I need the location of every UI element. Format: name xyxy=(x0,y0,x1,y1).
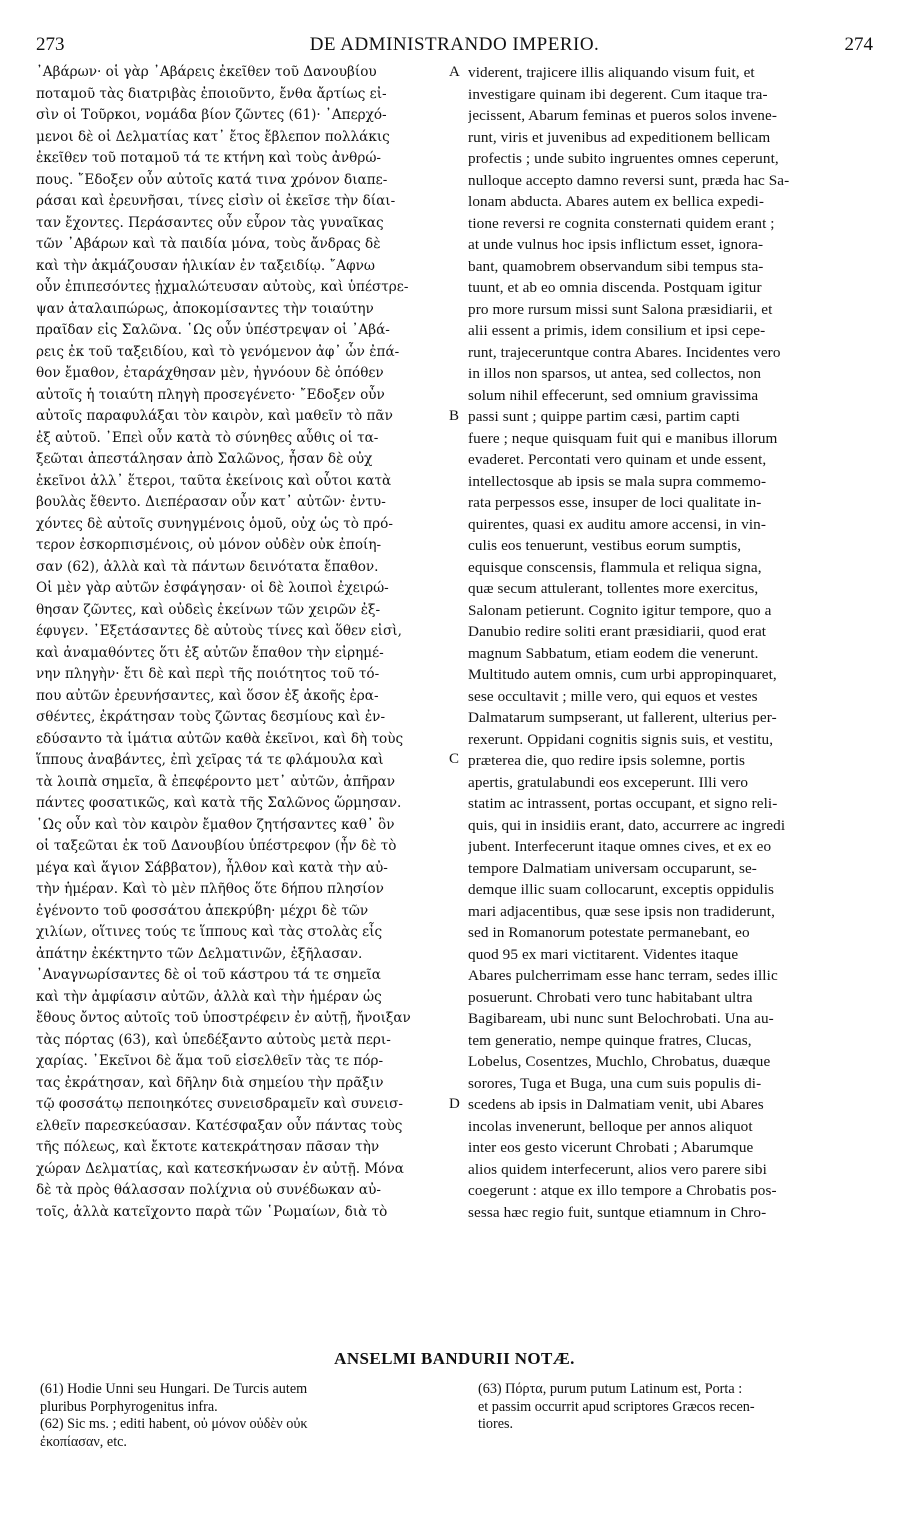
latin-text-line: tuunt, et ab eo omnia discenda. Postquam igitur xyxy=(468,279,762,296)
greek-text-line: τὰ λοιπὰ σημεῖα, ἃ ἐπεφέροντο μετ᾿ αὐτῶν, ἀπῆραν xyxy=(36,773,395,790)
notes-title: ANSELMI BANDURII NOTÆ. xyxy=(334,1349,575,1368)
margin-marker-a: A xyxy=(449,64,460,80)
greek-text-line: τὰς πόρτας (63), καὶ ὑπεδέξαντο αὐτοὺς μετὰ περι- xyxy=(36,1031,391,1048)
greek-text-line: σθέντες, ἐκράτησαν τοὺς ζῶντας δεσμίους καὶ ἐν- xyxy=(36,709,386,725)
greek-text-line: καὶ τὴν ἀκμάζουσαν ἡλικίαν ἐν ταξειδίῳ. ῎Αφνω xyxy=(36,257,375,274)
greek-text-line: χαρίας. ᾿Εκεῖνοι δὲ ἅμα τοῦ εἰσελθεῖν τὰς τε πόρ- xyxy=(36,1053,384,1069)
greek-text-line: ἵππους ἀναβάντες, ἐπὶ χεῖρας τά τε φλάμουλα καὶ xyxy=(36,752,384,768)
latin-text-line: equisque conscensis, flammula et reliqua signa, xyxy=(468,558,762,576)
footnote xyxy=(40,1381,450,1416)
latin-text-line: alii essent a primis, idem consilium et ipsi cepe- xyxy=(468,322,766,339)
footnote xyxy=(40,1416,450,1451)
greek-text-line: μέγα καὶ ἅγιον Σάββατον), ἦλθον καὶ κατὰ τὴν αὐ- xyxy=(36,859,388,876)
greek-text-line: Οἱ μὲν γὰρ αὐτῶν ἐσφάγησαν· οἱ δὲ λοιποὶ ἐχειρώ- xyxy=(36,580,389,596)
latin-text-line: pro more rursum missi sunt Salona præsidiarii, et xyxy=(468,300,773,318)
greek-text-line: δὲ τὰ πρὸς θάλασσαν πολίχνια οὐ συνέδωκαν αὐ- xyxy=(36,1182,381,1198)
latin-text-line: posuerunt. Chrobati vero tunc habitabant ultra xyxy=(468,988,753,1006)
latin-text-line: evaderet. Percontati vero quinam et unde essent, xyxy=(468,451,767,468)
latin-text-line: rata perpessos esse, insuper de loci qualitate in- xyxy=(468,494,762,511)
latin-text-line: Lobelus, Cosentzes, Muchlo, Chrobatus, duæque xyxy=(468,1053,771,1070)
greek-text-line: τας ἐκράτησαν, καὶ δῆλην διὰ σημείου τὴν πρᾶξιν xyxy=(36,1074,384,1091)
notes-left-column xyxy=(40,1381,450,1451)
greek-text-line: εδύσαντο τὰ ἱμάτια αὐτῶν καθὰ ἐκεῖνοι, καὶ δὴ τοὺς xyxy=(36,730,404,747)
latin-text-line: Salonam petierunt. Cognito igitur tempore, quo a xyxy=(468,601,772,619)
footnote-line: (62) Sic ms. ; editi habent, οὐ μόνον οὐδὲν οὐκ xyxy=(40,1416,308,1432)
greek-text-line: αὐτοῖς ἡ τοιαύτη πληγὴ προσεγένετο· ῎Εδοξεν οὖν xyxy=(36,386,385,403)
latin-text-line: tempore Dalmatiam universam occuparunt, se- xyxy=(468,859,757,877)
footnote xyxy=(478,1381,878,1434)
latin-text-line: præterea die, quo redire ipsis solemne, portis xyxy=(468,752,746,769)
footnote-line: ἐκοπίασαν, etc. xyxy=(40,1433,127,1450)
margin-marker-d: D xyxy=(449,1096,460,1112)
running-title: DE ADMINISTRANDO IMPERIO. xyxy=(309,34,600,55)
greek-text-column xyxy=(36,62,444,1223)
footnote-line: et passim occurrit apud scriptores Græcos recen- xyxy=(478,1398,755,1415)
greek-text-line: ἔθους ὄντος αὐτοῖς τοῦ ὑποστρέφειν ἐν αὐτῇ, ἤνοιξαν xyxy=(36,1010,411,1026)
latin-text-line: jecissent, Abarum feminas et pueros solos invene- xyxy=(468,107,777,124)
greek-text-line: ἐξ αὐτοῦ. ᾿Επεὶ οὖν κατὰ τὸ σύνηθες αὖθις οἱ τα- xyxy=(36,429,379,446)
latin-text-line: quod 95 ex mari victitarent. Videntes itaque xyxy=(468,945,739,963)
greek-text-line: ρεις ἐκ τοῦ ταξειδίου, καὶ τὸ γενόμενον ἀφ᾿ ὧν ἐπά- xyxy=(36,343,400,360)
margin-marker-b: B xyxy=(449,408,460,424)
greek-text-line: ᾿Αβάρων· οἱ γὰρ ᾿Αβάρεις ἐκεῖθεν τοῦ Δανουβίου xyxy=(36,64,377,80)
latin-text-line: alios quidem interfecerunt, alios vero parere sibi xyxy=(468,1160,767,1178)
greek-text-line: οἱ ταξεῶται ἐκ τοῦ Δανουβίου ὑπέστρεφον (ἦν δὲ τὸ xyxy=(36,838,397,854)
latin-text-line: tem generatio, nempe quinque fratres, Clucas, xyxy=(468,1031,752,1049)
greek-text-line: μενοι δὲ οἱ Δελματίας κατ᾿ ἔτος ἔβλεπον πολλάκις xyxy=(36,128,390,145)
latin-text-line: statim ac intrassent, portas occupant, et signo reli- xyxy=(468,795,778,812)
latin-text-line: Abares pulcherrimam esse hanc terram, sedes illic xyxy=(468,967,778,984)
greek-text-line: ταν ἔχοντες. Περάσαντες οὖν εὗρον τὰς γυναῖκας xyxy=(36,214,384,231)
latin-text-line: demque illic suam collocarunt, exceptis oppidulis xyxy=(468,881,775,898)
greek-text-line: πους. ῎Εδοξεν οὖν αὐτοῖς κατά τινα χρόνον διαπε- xyxy=(36,171,388,188)
greek-text-line: χόντες δὲ αὐτοῖς συνηγμένοις ὁμοῦ, οὐχ ὡς τὸ πρό- xyxy=(36,515,393,532)
greek-text-line: χιλίων, οἵτινες τούς τε ἵππους καὶ τὰς στολὰς εἶς xyxy=(36,924,383,940)
greek-text-line: πάντες φοσατικῶς, καὶ κατὰ τῆς Σαλῶνος ὥρμησαν. xyxy=(36,795,402,811)
greek-text-line: σὶν οἱ Τοῦρκοι, νομάδα βίον ζῶντες (61)· ᾿Απερχό- xyxy=(36,107,387,123)
greek-text-line: ελθεῖν παρεσκεύασαν. Κατέσφαξαν οὖν πάντας τοὺς xyxy=(36,1117,403,1134)
latin-text-line: coegerunt : atque ex illo tempore a Chrobatis pos- xyxy=(468,1182,777,1199)
page-number-right: 274 xyxy=(844,34,873,55)
greek-text-line: χώραν Δελματίας, καὶ κατεσκήνωσαν ἐν αὐτῇ. Μόνα xyxy=(36,1160,404,1177)
latin-text-line: intellectosque ab ipsis se mala supra commemo- xyxy=(468,472,767,490)
latin-text-line: solum nihil effecerunt, sed omnium gravissima xyxy=(468,386,759,404)
latin-text-line: runt, viris et juvenibus ad expeditionem bellicam xyxy=(468,128,771,146)
greek-text-line: ψαν ἀταλαιπώρως, ἀποκομίσαντες τὴν τοιαύτην xyxy=(36,300,374,317)
greek-text-line: τοῖς, ἀλλὰ κατεῖχοντο παρὰ τῶν ῾Ρωμαίων, διὰ τὸ xyxy=(36,1203,388,1220)
greek-text-line: ράσαι καὶ ἐρευνῆσαι, τίνες εἰσὶν οἱ ἐκεῖσε τὴν δίαι- xyxy=(36,193,396,209)
latin-text-line: apertis, gratulabundi eos exceperunt. Illi vero xyxy=(468,773,749,791)
latin-text-line: profectis ; unde subito ingruentes omnes ceperunt, xyxy=(468,150,779,167)
notes-right-column xyxy=(478,1381,878,1434)
greek-text-line: τὴν ἡμέραν. Καὶ τὸ μὲν πλῆθος ὅτε δήπου πλησίον xyxy=(36,881,384,897)
latin-text-line: lonam abducta. Abares autem ex bellica expedi- xyxy=(468,193,764,210)
greek-text-line: έφυγεν. ᾿Εξετάσαντες δὲ αὐτοὺς τίνες καὶ ὅθεν εἰσὶ, xyxy=(36,623,402,639)
margin-marker-c: C xyxy=(449,751,460,767)
latin-text-line: incolas invenerunt, belloque per annos aliquot xyxy=(468,1117,753,1135)
latin-text-line: rexerunt. Oppidani cognitis signis suis, et vestitu, xyxy=(468,730,774,748)
greek-text-line: θον ἔμαθον, ἐταράχθησαν μὲν, ἠγνόουν δὲ ὁπόθεν xyxy=(36,365,384,381)
latin-text-line: quæ secum attulerant, tollentes more exercitus, xyxy=(468,580,759,597)
latin-text-line: runt, trajeceruntque contra Abares. Incidentes vero xyxy=(468,343,781,361)
latin-text-line: inter eos gesto vicerunt Chrobati ; Abarumque xyxy=(468,1139,754,1156)
greek-text-line: ξεῶται ἀπεστάλησαν ἀπὸ Σαλῶνος, ἦσαν δὲ οὐχ xyxy=(36,451,373,467)
latin-text-line: quis, qui in insidiis erant, dato, accurrere ac ingredi xyxy=(468,816,786,834)
greek-text-line: οὖν ἐπιπεσόντες ᾐχμαλώτευσαν αὐτοὺς, καὶ ὑπέστρε- xyxy=(36,279,409,295)
greek-text-line: ἐκεῖθεν τοῦ ποταμοῦ τά τε κτήνη καὶ τοὺς ἀνθρώ- xyxy=(36,150,382,166)
latin-text-line: jubent. Interfecerunt itaque omnes cives, et ex eo xyxy=(468,838,772,855)
greek-text-line: τῷ φοσσάτῳ πεποιηκότες συνεισδραμεῖν καὶ συνεισ- xyxy=(36,1096,404,1112)
latin-text-line: nulloque accepto damno reversi sunt, præda hac Sa- xyxy=(468,171,790,189)
greek-text-line: σαν (62), ἀλλὰ καὶ τὰ πάντων δεινότατα ἔπαθον. xyxy=(36,558,379,575)
greek-text-line: τῆς πόλεως, καὶ ἔκτοτε κατεκράτησαν πᾶσαν τὴν xyxy=(36,1139,380,1155)
latin-text-line: sed in Romanorum potestate permanebant, eo xyxy=(468,924,750,941)
greek-text-line: ἐγένοντο τοῦ φοσσάτου ἀπεκρύβη· μέχρι δὲ τῶν xyxy=(36,902,369,919)
greek-text-line: καὶ ἀναμαθόντες ὅτι ἐξ αὐτῶν ἔπαθον τὴν εἰρημέ- xyxy=(36,644,384,661)
greek-text-line: τερον ἐσκορπισμένοις, οὐ μόνον οὐδὲν οὐκ ἐποίη- xyxy=(36,537,382,553)
latin-text-line: sorores, Tuga et Buga, una cum suis populis di- xyxy=(468,1074,762,1092)
latin-text-line: sessa hæc regio fuit, suntque etiamnum in Chro- xyxy=(468,1203,767,1221)
latin-text-line: culis eos tenuerunt, vestibus eorum sumptis, xyxy=(468,537,742,554)
latin-text-line: bant, quamobrem observandum sibi tempus sta- xyxy=(468,257,764,275)
page-number-left: 273 xyxy=(36,34,65,55)
latin-text-line: in illos non sparsos, ut antea, sed collectos, non xyxy=(468,365,762,382)
greek-text-line: ἀπάτην ἐκέκτηντο τῶν Δελματινῶν, ἐξῆλασαν. xyxy=(36,945,363,962)
latin-text-column xyxy=(468,62,876,1223)
latin-text-line: at unde vulnus hoc ipsis inflictum esset, ignora- xyxy=(468,236,764,253)
footnote-line: (63) Πόρτα, purum putum Latinum est, Porta : xyxy=(478,1381,743,1397)
greek-text-line: που αὐτῶν ἐρευνήσαντες, καὶ ὅσον ἐξ ἀκοῆς ἐρα- xyxy=(36,687,379,704)
latin-text-line: investigare quinam ibi degerent. Cum itaque tra- xyxy=(468,85,768,103)
latin-text-line: Bagibaream, ubi nunc sunt Belochrobati. Una au- xyxy=(468,1010,774,1027)
latin-text-line: Multitudo autem omnis, cum urbi appropinquaret, xyxy=(468,666,777,683)
greek-text-line: καὶ τὴν ἀμφίασιν αὐτῶν, ἀλλὰ καὶ τὴν ἡμέραν ὡς xyxy=(36,988,382,1005)
greek-text-line: ἐκεῖνοι ἀλλ᾿ ἕτεροι, ταῦτα ἐκείνοις καὶ οὗτοι κατὰ xyxy=(36,472,392,489)
latin-text-line: Danubio redire soliti erant præsidiarii, quod erat xyxy=(468,623,767,640)
greek-text-line: πραῖδαν εἰς Σαλῶνα. ῾Ως οὖν ὑπέστρεψαν οἱ ᾿Αβά- xyxy=(36,322,390,338)
greek-text-line: νην πληγὴν· ἔτι δὲ καὶ περὶ τῆς ποιότητος τοῦ τό- xyxy=(36,666,380,682)
footnote-line: pluribus Porphyrogenitus infra. xyxy=(40,1398,218,1415)
greek-text-line: τῶν ᾿Αβάρων καὶ τὰ παιδία μόνα, τοὺς ἄνδρας δὲ xyxy=(36,236,381,252)
greek-text-line: βουλὰς ἔθεντο. Διεπέρασαν οὖν κατ᾿ αὐτῶν· ἐντυ- xyxy=(36,494,386,510)
greek-text-line: ᾿Αναγνωρίσαντες δὲ οἱ τοῦ κάστρου τά τε σημεῖα xyxy=(36,967,381,983)
latin-text-line: scedens ab ipsis in Dalmatiam venit, ubi Abares xyxy=(468,1096,764,1113)
greek-text-line: ποταμοῦ τὰς διατριβὰς ἐποιοῦντο, ἔνθα ἄρτίως εἰ- xyxy=(36,85,387,102)
greek-text-line: αὐτοῖς παραφυλάξαι τὸν καιρὸν, καὶ μαθεῖν τὸ πᾶν xyxy=(36,408,393,424)
footnote-line: tiores. xyxy=(478,1416,514,1432)
latin-text-line: Dalmatarum sumpserant, ut fallerent, ulterius per- xyxy=(468,709,777,726)
latin-text-line: magnum Sabbatum, etiam eodem die venerunt. xyxy=(468,644,759,662)
page-header xyxy=(36,34,873,58)
latin-text-line: fuere ; neque quisquam fuit qui e manibus illorum xyxy=(468,429,778,447)
greek-text-line: θησαν ζῶντες, καὶ οὐδεὶς ἐκείνων τῶν χειρῶν ἐξ- xyxy=(36,601,381,618)
latin-text-line: viderent, trajicere illis aliquando visum fuit, et xyxy=(468,64,755,81)
greek-text-line: ῾Ως οὖν καὶ τὸν καιρὸν ἔμαθον ζητήσαντες καθ᾿ ὃν xyxy=(36,816,395,833)
latin-text-line: passi sunt ; quippe partim cæsi, partim capti xyxy=(468,408,740,425)
latin-text-line: tione reversi re cognita consternati quidem erant ; xyxy=(468,214,775,232)
footnote-line: (61) Hodie Unni seu Hungari. De Turcis autem xyxy=(40,1381,308,1397)
latin-text-line: mari adjacentibus, quæ sese ipsis non tradiderunt, xyxy=(468,902,775,920)
latin-text-line: quirentes, quasi ex auditu amore accensi, in vin- xyxy=(468,515,767,533)
latin-text-line: sese occultavit ; mille vero, qui equos et vestes xyxy=(468,687,758,705)
